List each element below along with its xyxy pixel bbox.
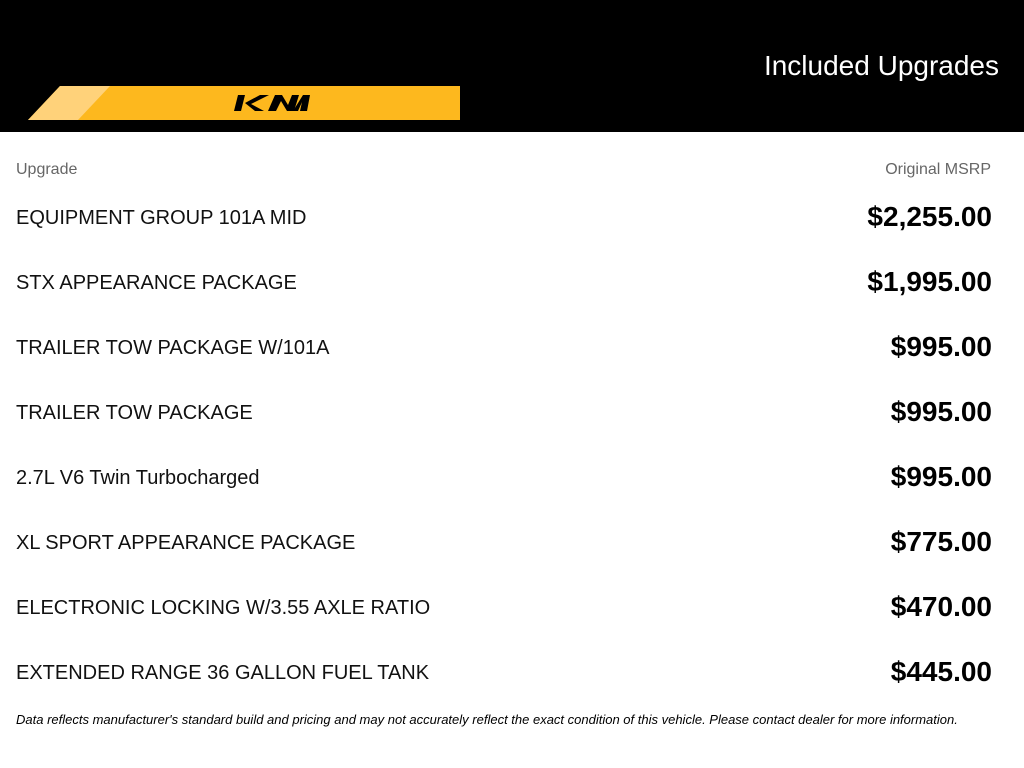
upgrade-name: EQUIPMENT GROUP 101A MID bbox=[16, 207, 307, 229]
upgrade-price: $2,255.00 bbox=[867, 201, 992, 232]
upgrade-price: $775.00 bbox=[890, 526, 992, 557]
table-row bbox=[16, 520, 992, 585]
upgrades-list bbox=[16, 195, 992, 715]
upgrade-name: ELECTRONIC LOCKING W/3.55 AXLE RATIO bbox=[16, 597, 431, 619]
upgrade-name: TRAILER TOW PACKAGE W/101A bbox=[16, 337, 330, 359]
kia-logo-banner bbox=[28, 86, 460, 120]
upgrade-price: $470.00 bbox=[890, 591, 992, 622]
table-row bbox=[16, 585, 992, 650]
table-header bbox=[16, 160, 991, 180]
upgrade-price: $995.00 bbox=[890, 461, 992, 492]
table-row bbox=[16, 650, 992, 715]
upgrade-price: $995.00 bbox=[890, 396, 992, 427]
table-row bbox=[16, 390, 992, 455]
header-bar bbox=[0, 0, 1024, 132]
column-header-msrp: Original MSRP bbox=[885, 161, 991, 178]
upgrade-name: STX APPEARANCE PACKAGE bbox=[16, 272, 297, 294]
upgrade-name: 2.7L V6 Twin Turbocharged bbox=[16, 467, 260, 489]
table-row bbox=[16, 455, 992, 520]
page-title: Included Upgrades bbox=[763, 50, 999, 81]
upgrade-price: $1,995.00 bbox=[867, 266, 992, 297]
upgrade-price: $995.00 bbox=[890, 331, 992, 362]
table-row bbox=[16, 325, 992, 390]
column-header-upgrade: Upgrade bbox=[16, 161, 78, 178]
table-row bbox=[16, 260, 992, 325]
disclaimer-text: Data reflects manufacturer's standard build and pricing and may not accurately reflect the exact condition of this vehicle. Please contact dealer for more information. bbox=[16, 712, 958, 727]
table-row bbox=[16, 195, 992, 260]
upgrade-name: XL SPORT APPEARANCE PACKAGE bbox=[16, 532, 356, 554]
upgrade-price: $445.00 bbox=[890, 656, 992, 687]
upgrade-name: TRAILER TOW PACKAGE bbox=[16, 402, 253, 424]
upgrade-name: EXTENDED RANGE 36 GALLON FUEL TANK bbox=[16, 662, 430, 684]
